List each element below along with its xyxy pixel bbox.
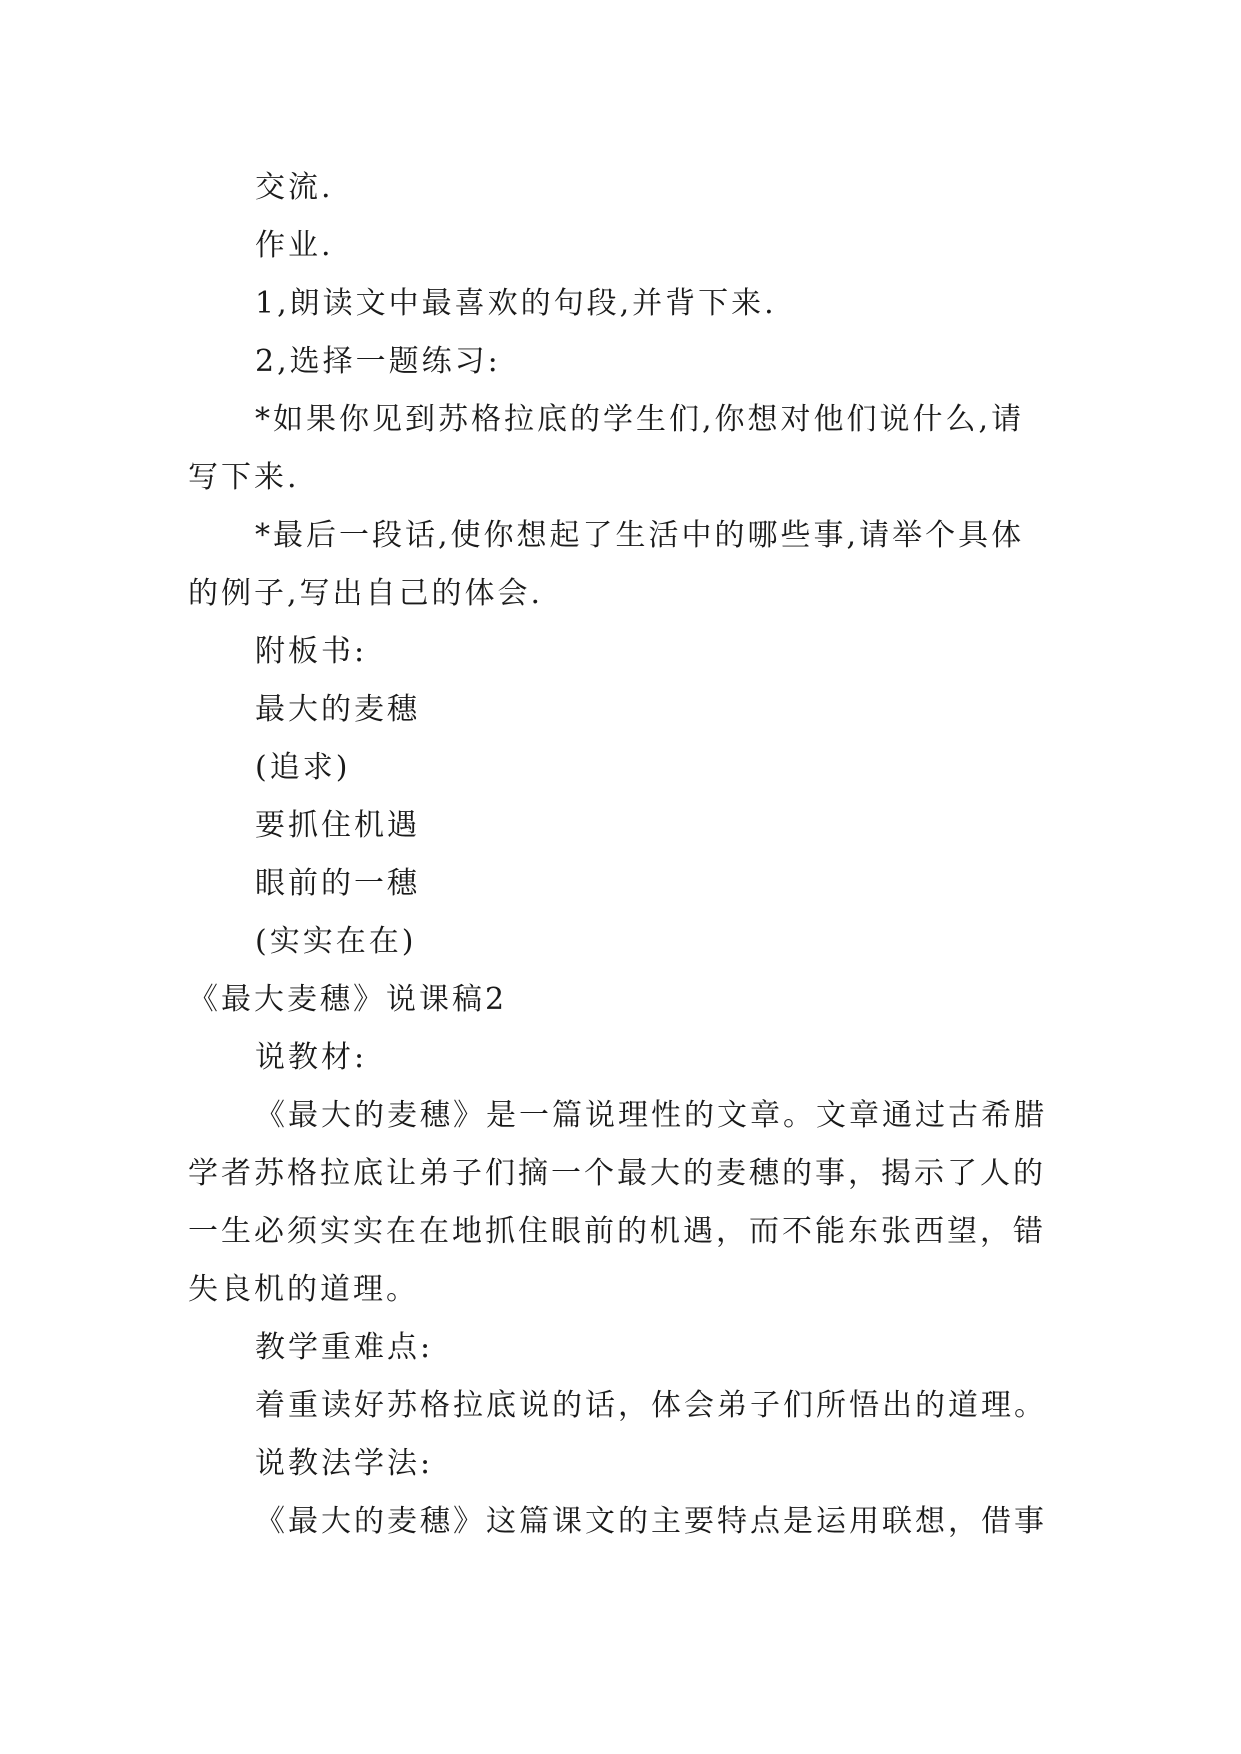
text-line-textbook-para-4: 失良机的道理。: [188, 1272, 419, 1307]
text-line-methods-heading: 说教法学法:: [255, 1446, 434, 1481]
text-line-board-heading: 附板书:: [255, 634, 368, 669]
text-line-board-5: (实实在在): [255, 924, 417, 959]
text-line-board-3: 要抓住机遇: [255, 808, 420, 843]
text-line-option-1-part-2: 写下来.: [188, 460, 300, 495]
text-line-homework-item-2: 2,选择一题练习:: [255, 344, 501, 379]
text-line-board-1: 最大的麦穗: [255, 692, 420, 727]
text-line-homework: 作业.: [255, 228, 334, 263]
text-line-textbook-para-2: 学者苏格拉底让弟子们摘一个最大的麦穗的事，揭示了人的: [188, 1156, 1046, 1191]
text-line-textbook-heading: 说教材:: [255, 1040, 368, 1075]
text-line-textbook-para-1: 《最大的麦穗》是一篇说理性的文章。文章通过古希腊: [255, 1098, 1047, 1133]
section-title: 《最大麦穗》说课稿2: [188, 982, 508, 1017]
text-line-homework-item-1: 1,朗读文中最喜欢的句段,并背下来.: [255, 286, 777, 321]
text-line-board-2: (追求): [255, 750, 351, 785]
text-line-key-points-heading: 教学重难点:: [255, 1330, 434, 1365]
text-line-option-1-part-1: *如果你见到苏格拉底的学生们,你想对他们说什么,请: [255, 402, 1025, 437]
text-line-option-2-part-1: *最后一段话,使你想起了生活中的哪些事,请举个具体: [255, 518, 1025, 553]
text-line-key-points: 着重读好苏格拉底说的话，体会弟子们所悟出的道理。: [255, 1388, 1047, 1423]
text-line-textbook-para-3: 一生必须实实在在地抓住眼前的机遇，而不能东张西望，错: [188, 1214, 1046, 1249]
text-line-methods-para: 《最大的麦穗》这篇课文的主要特点是运用联想，借事: [255, 1504, 1047, 1539]
text-line-exchange: 交流.: [255, 170, 334, 205]
text-line-option-2-part-2: 的例子,写出自己的体会.: [188, 576, 544, 611]
text-line-board-4: 眼前的一穗: [255, 866, 420, 901]
